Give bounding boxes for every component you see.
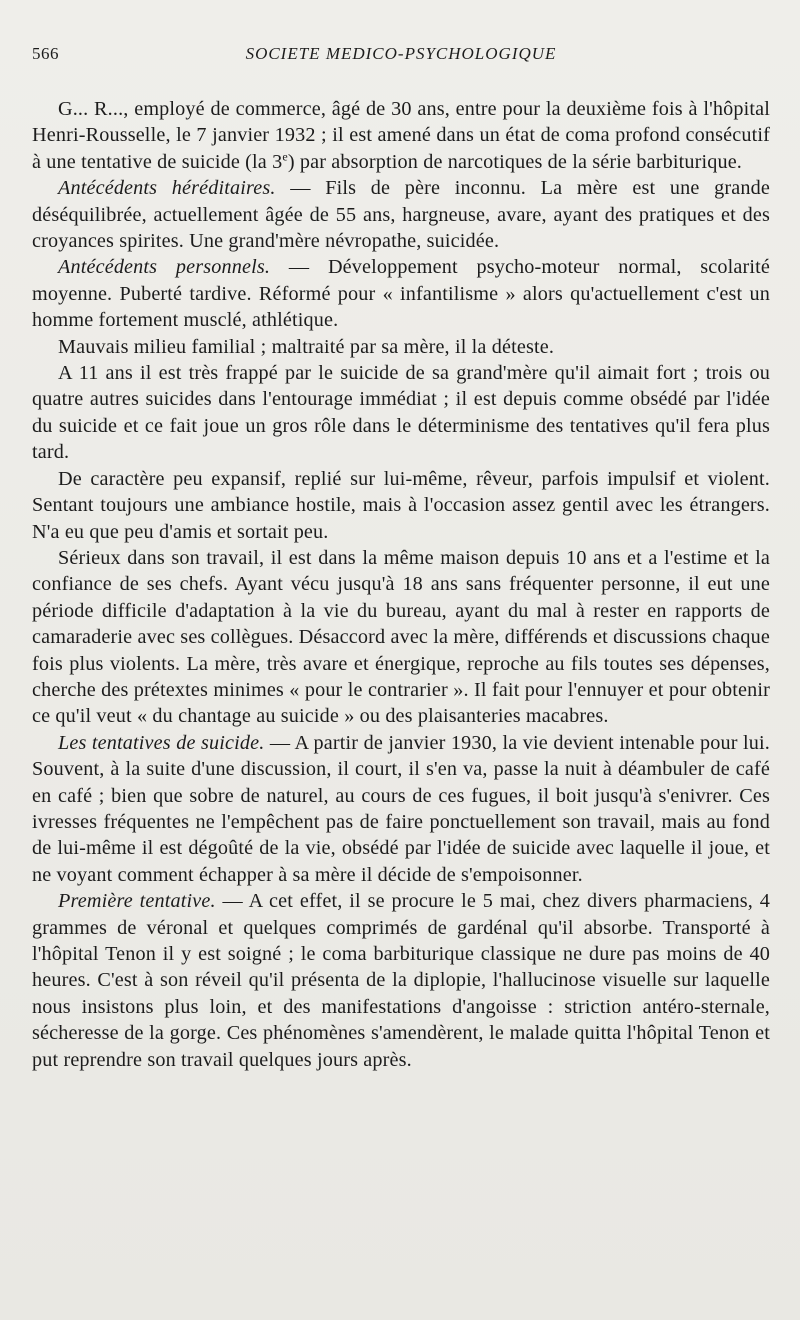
paragraph-text: A 11 ans il est très frappé par le suicide de sa grand'mère qu'il aimait fort ; trois ou quatre autres suicides dans l'entourage immédiat ; il est depuis comme obsédé par l'idée du suicide et ce fait joue un gros rôle dans le déterminisme des tentatives qu'il fera plus tard.: [32, 362, 770, 464]
paragraph-3: [32, 254, 770, 333]
paragraph-2: [32, 175, 770, 254]
page-number: 566: [32, 44, 59, 63]
paragraph-text: — Fils de père inconnu. La mère est une grande déséquilibrée, actuellement âgée de 55 ans, hargneuse, avare, ayant des pratiques et des croyances spirites. Une grand'mère névropathe, suicidée.: [32, 177, 770, 253]
paragraph-text: — A cet effet, il se procure le 5 mai, chez divers pharmaciens, 4 grammes de véronal et quelques comprimés de gardénal qu'il absorbe. Transporté à l'hôpital Tenon il y est soigné ; le coma barbiturique classique ne dure pas moins de 40 heures. C'est à son réveil qu'il présenta de la diplopie, l'hallucinose visuelle sur laquelle nous insistons plus loin, et des manifestations d'angoisse : striction antéro-sternale, sécheresse de la gorge. Ces phénomènes s'amendèrent, le malade quitta l'hôpital Tenon et put reprendre son travail quelques jours après.: [32, 890, 771, 1071]
paragraph-1: [32, 96, 770, 175]
paragraph-8: [32, 730, 770, 888]
paragraph-text-end: ) par absorption de narcotiques de la série barbiturique.: [287, 150, 743, 173]
paragraph-4: [32, 334, 770, 360]
paragraph-text: — A partir de janvier 1930, la vie devient intenable pour lui. Souvent, à la suite d'une discussion, il court, il s'en va, passe la nuit à déambuler de café en café ; bien que sobre de naturel, au cours de ces fugues, il boit jusqu'à s'enivrer. Ces ivresses fréquentes ne l'empêchent pas de faire ponctuellement son travail, mais au fond de lui-même il est dégoûté de la vie, obsédé par l'idée de suicide avec laquelle il joue, et ne voyant comment échapper à sa mère il décide de s'empoisonner.: [32, 731, 770, 886]
paragraph-text: De caractère peu expansif, replié sur lui-même, rêveur, parfois impulsif et violent. Sentant toujours une ambiance hostile, mais à l'occasion assez gentil avec les étrangers. N'a eu que peu d'amis et sortait peu.: [32, 467, 770, 543]
section-lead: Les tentatives de suicide.: [58, 731, 265, 754]
paragraph-text: Mauvais milieu familial ; maltraité par sa mère, il la déteste.: [58, 335, 555, 358]
section-lead: Antécédents personnels.: [58, 256, 271, 279]
running-title: SOCIETE MEDICO-PSYCHOLOGIQUE: [245, 44, 557, 63]
paragraph-7: [32, 545, 770, 730]
paragraph-text: — Développement psycho-moteur normal, scolarité moyenne. Puberté tardive. Réformé pour « infantilisme » alors qu'actuellement c'est un homme fortement musclé, athlétique.: [32, 256, 771, 332]
section-lead: Antécédents héréditaires.: [58, 177, 276, 200]
paragraph-9: [32, 888, 770, 1073]
superscript: e: [282, 149, 288, 164]
section-lead: Première tentative.: [58, 890, 216, 913]
paragraph-5: [32, 360, 770, 466]
body-text: [32, 96, 770, 1073]
paragraph-6: [32, 466, 770, 545]
paragraph-text: Sérieux dans son travail, il est dans la même maison depuis 10 ans et a l'estime et la confiance de ses chefs. Ayant vécu jusqu'à 18 ans sans fréquenter personne, il eut une période difficile d'adaptation à la vie du bureau, ayant du mal à rester en rapports de camaraderie avec ses collègues. Désaccord avec la mère, différends et discussions chaque fois plus violents. La mère, très avare et énergique, reproche au fils toutes ses dépenses, cherche des prétextes minimes « pour le contrarier ». Il fait pour l'ennuyer et pour obtenir ce qu'il veut « du chantage au suicide » ou des plaisanteries macabres.: [32, 546, 770, 728]
paragraph-text: G... R..., employé de commerce, âgé de 30 ans, entre pour la deuxième fois à l'hôpital Henri-Rousselle, le 7 janvier 1932 ; il est amené dans un état de coma profond consécutif à une tentative de suicide (la 3: [32, 98, 770, 173]
running-head: [32, 44, 770, 76]
